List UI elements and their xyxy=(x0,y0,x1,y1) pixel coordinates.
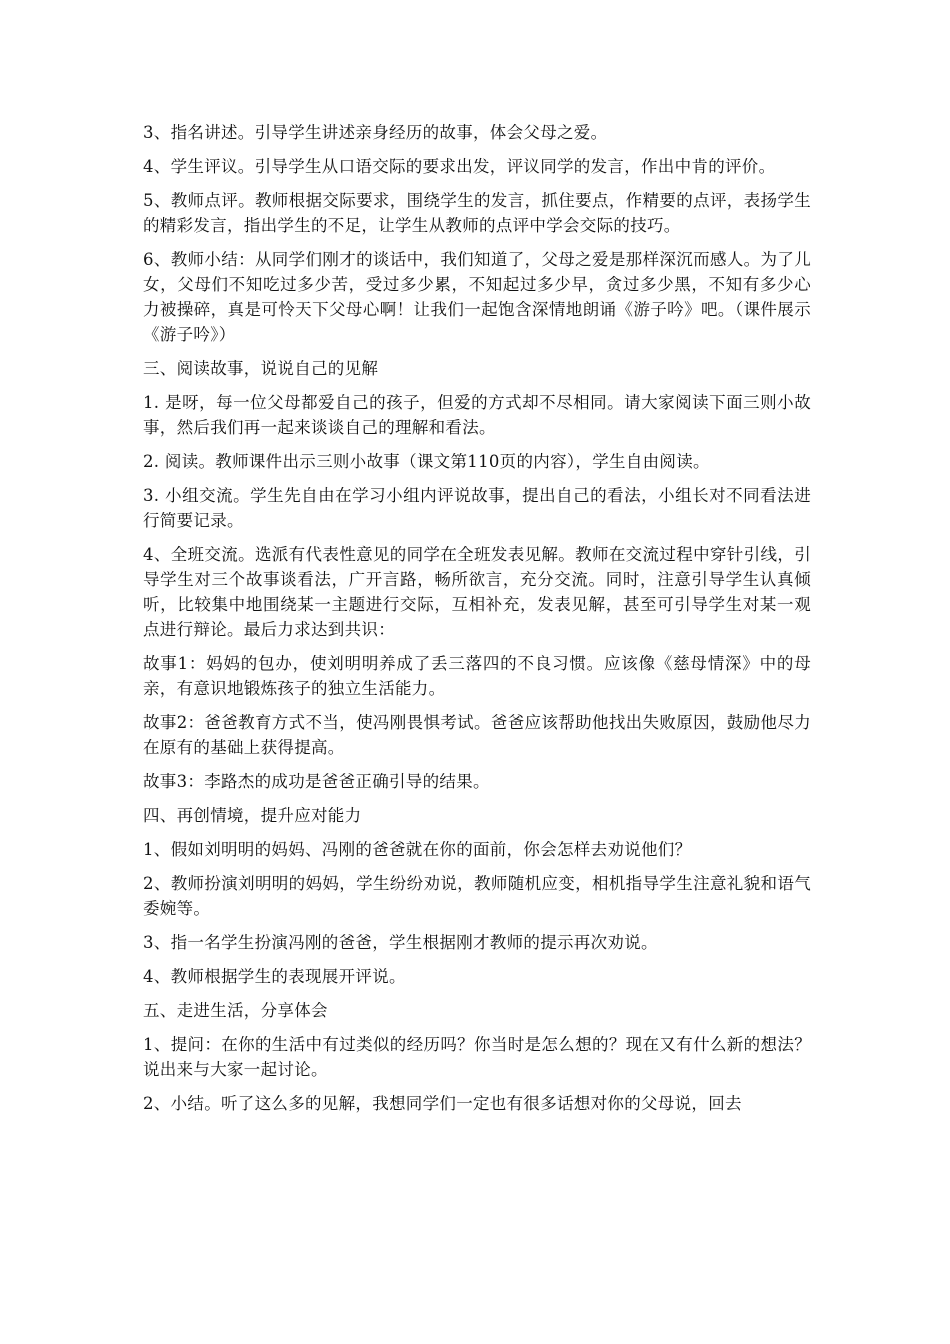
document-page xyxy=(143,120,811,1125)
paragraph-scene-4: 4、教师根据学生的表现展开评说。 xyxy=(143,967,406,986)
paragraph-read-2: 2. 阅读。教师课件出示三则小故事（课文第110页的内容），学生自由阅读。 xyxy=(143,452,710,471)
paragraph-read-1: 1. 是呀，每一位父母都爱自己的孩子，但爱的方式却不尽相同。请大家阅读下面三则小故事，然后我们再一起来谈谈自己的理解和看法。 xyxy=(143,393,811,437)
paragraph-scene-3: 3、指一名学生扮演冯刚的爸爸，学生根据刚才教师的提示再次劝说。 xyxy=(143,933,658,952)
paragraph-scene-1: 1、假如刘明明的妈妈、冯刚的爸爸就在你的面前，你会怎样去劝说他们？ xyxy=(143,840,692,859)
section-heading-4: 四、再创情境，提升应对能力 xyxy=(143,806,362,825)
paragraph-story-2: 故事2：爸爸教育方式不当，使冯刚畏惧考试。爸爸应该帮助他找出失败原因，鼓励他尽力在原有的基础上获得提高。 xyxy=(143,713,811,757)
paragraph-story-3: 故事3：李路杰的成功是爸爸正确引导的结果。 xyxy=(143,772,490,791)
paragraph-step-5-teacher-review: 5、教师点评。教师根据交际要求，围绕学生的发言，抓住要点，作精要的点评，表扬学生的精彩发言，指出学生的不足，让学生从教师的点评中学会交际的技巧。 xyxy=(143,191,811,235)
paragraph-scene-2: 2、教师扮演刘明明的妈妈，学生纷纷劝说，教师随机应变，相机指导学生注意礼貌和语气委婉等。 xyxy=(143,874,811,918)
paragraph-life-1: 1、提问：在你的生活中有过类似的经历吗？你当时是怎么想的？现在又有什么新的想法？说出来与大家一起讨论。 xyxy=(143,1035,811,1079)
paragraph-step-4-peer-review: 4、学生评议。引导学生从口语交际的要求出发，评议同学的发言，作出中肯的评价。 xyxy=(143,157,776,176)
section-heading-3: 三、阅读故事，说说自己的见解 xyxy=(143,359,379,378)
paragraph-life-2: 2、小结。听了这么多的见解，我想同学们一定也有很多话想对你的父母说，回去 xyxy=(143,1094,742,1113)
paragraph-step-3-narrate: 3、指名讲述。引导学生讲述亲身经历的故事，体会父母之爱。 xyxy=(143,123,608,142)
paragraph-step-6-teacher-summary: 6、教师小结：从同学们刚才的谈话中，我们知道了，父母之爱是那样深沉而感人。为了儿女，父母们不知吃过多少苦，受过多少累，不知起过多少早，贪过多少黑，不知有多少心力被操碎，真是可怜天下父母心啊！让我们一起饱含深情地朗诵《游子吟》吧。（课件展示《游子吟》） xyxy=(143,250,811,344)
paragraph-story-1: 故事1：妈妈的包办，使刘明明养成了丢三落四的不良习惯。应该像《慈母情深》中的母亲，有意识地锻炼孩子的独立生活能力。 xyxy=(143,654,811,698)
paragraph-read-3: 3. 小组交流。学生先自由在学习小组内评说故事，提出自己的看法，小组长对不同看法进行简要记录。 xyxy=(143,486,811,530)
paragraph-read-4: 4、全班交流。选派有代表性意见的同学在全班发表见解。教师在交流过程中穿针引线，引导学生对三个故事谈看法，广开言路，畅所欲言，充分交流。同时，注意引导学生认真倾听，比较集中地围绕某一主题进行交际，互相补充，发表见解，甚至可引导学生对某一观点进行辩论。最后力求达到共识： xyxy=(143,545,811,639)
section-heading-5: 五、走进生活，分享体会 xyxy=(143,1001,328,1020)
